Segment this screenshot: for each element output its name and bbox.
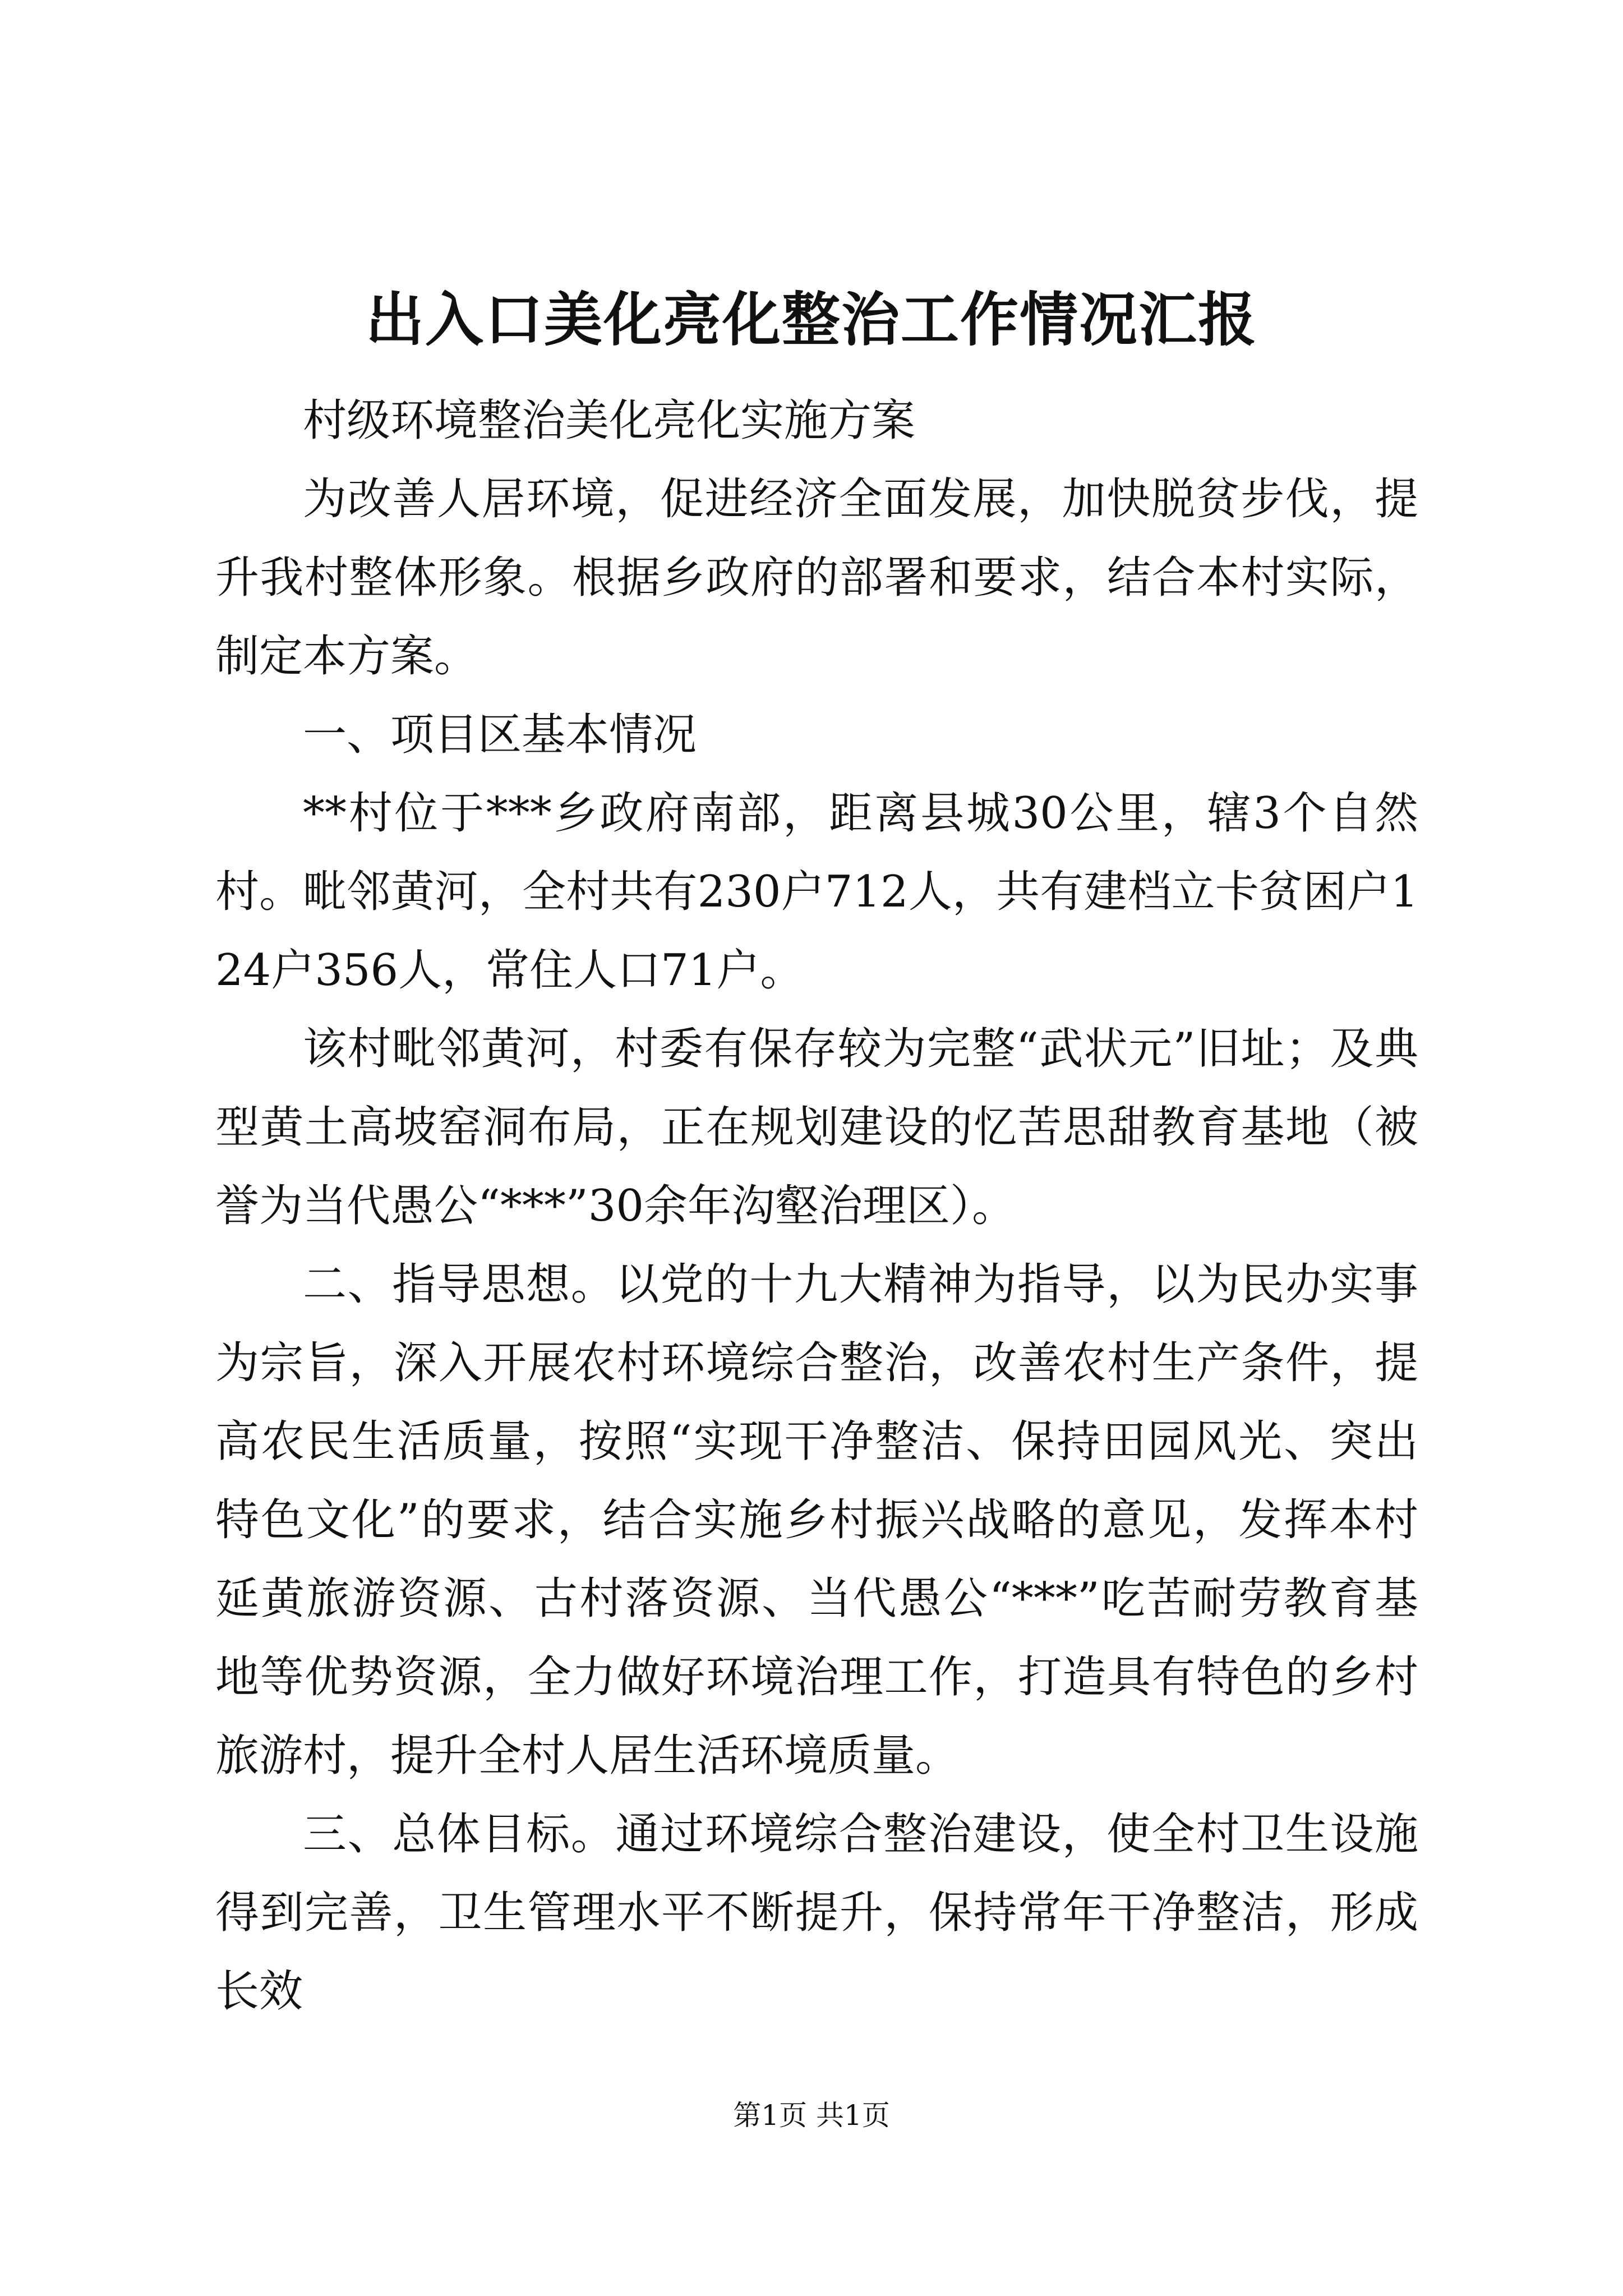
paragraph-section-one-heading: 一、项目区基本情况 [303, 710, 697, 760]
paragraph-village-heritage: 该村毗邻黄河，村委有保存较为完整“武状元”旧址；及典型黄土高坡窑洞布局，正在规划建设的忆苦思甜教育基地（被誉为当代愚公“***”30余年沟壑治理区）。 [215, 1024, 1418, 1231]
paragraph-overall-goal: 三、总体目标。通过环境综合整治建设，使全村卫生设施得到完善，卫生管理水平不断提升，保持常年干净整洁，形成长效 [215, 1809, 1418, 2017]
document-body [215, 381, 1418, 2031]
paragraph-village-profile: **村位于***乡政府南部，距离县城30公里，辖3个自然村。毗邻黄河，全村共有230户712人，共有建档立卡贫困户124户356人，常住人口71户。 [215, 788, 1418, 996]
document-title: 出入口美化亮化整治工作情况汇报 [365, 285, 1257, 354]
paragraph-plan-title: 村级环境整治美化亮化实施方案 [303, 395, 916, 446]
paragraph-guiding-ideology: 二、指导思想。以党的十九大精神为指导，以为民办实事为宗旨，深入开展农村环境综合整治，改善农村生产条件，提高农民生活质量，按照“实现干净整洁、保持田园风光、突出特色文化”的要求，结合实施乡村振兴战略的意见，发挥本村延黄旅游资源、古村落资源、当代愚公“***”吃苦耐劳教育基地等优势资源，全力做好环境治理工作，打造具有特色的乡村旅游村，提升全村人居生活环境质量。 [215, 1259, 1418, 1781]
paragraph-intro: 为改善人居环境，促进经济全面发展，加快脱贫步伐，提升我村整体形象。根据乡政府的部署和要求，结合本村实际，制定本方案。 [215, 474, 1418, 682]
page-footer: 第1页 共1页 [733, 2099, 890, 2132]
